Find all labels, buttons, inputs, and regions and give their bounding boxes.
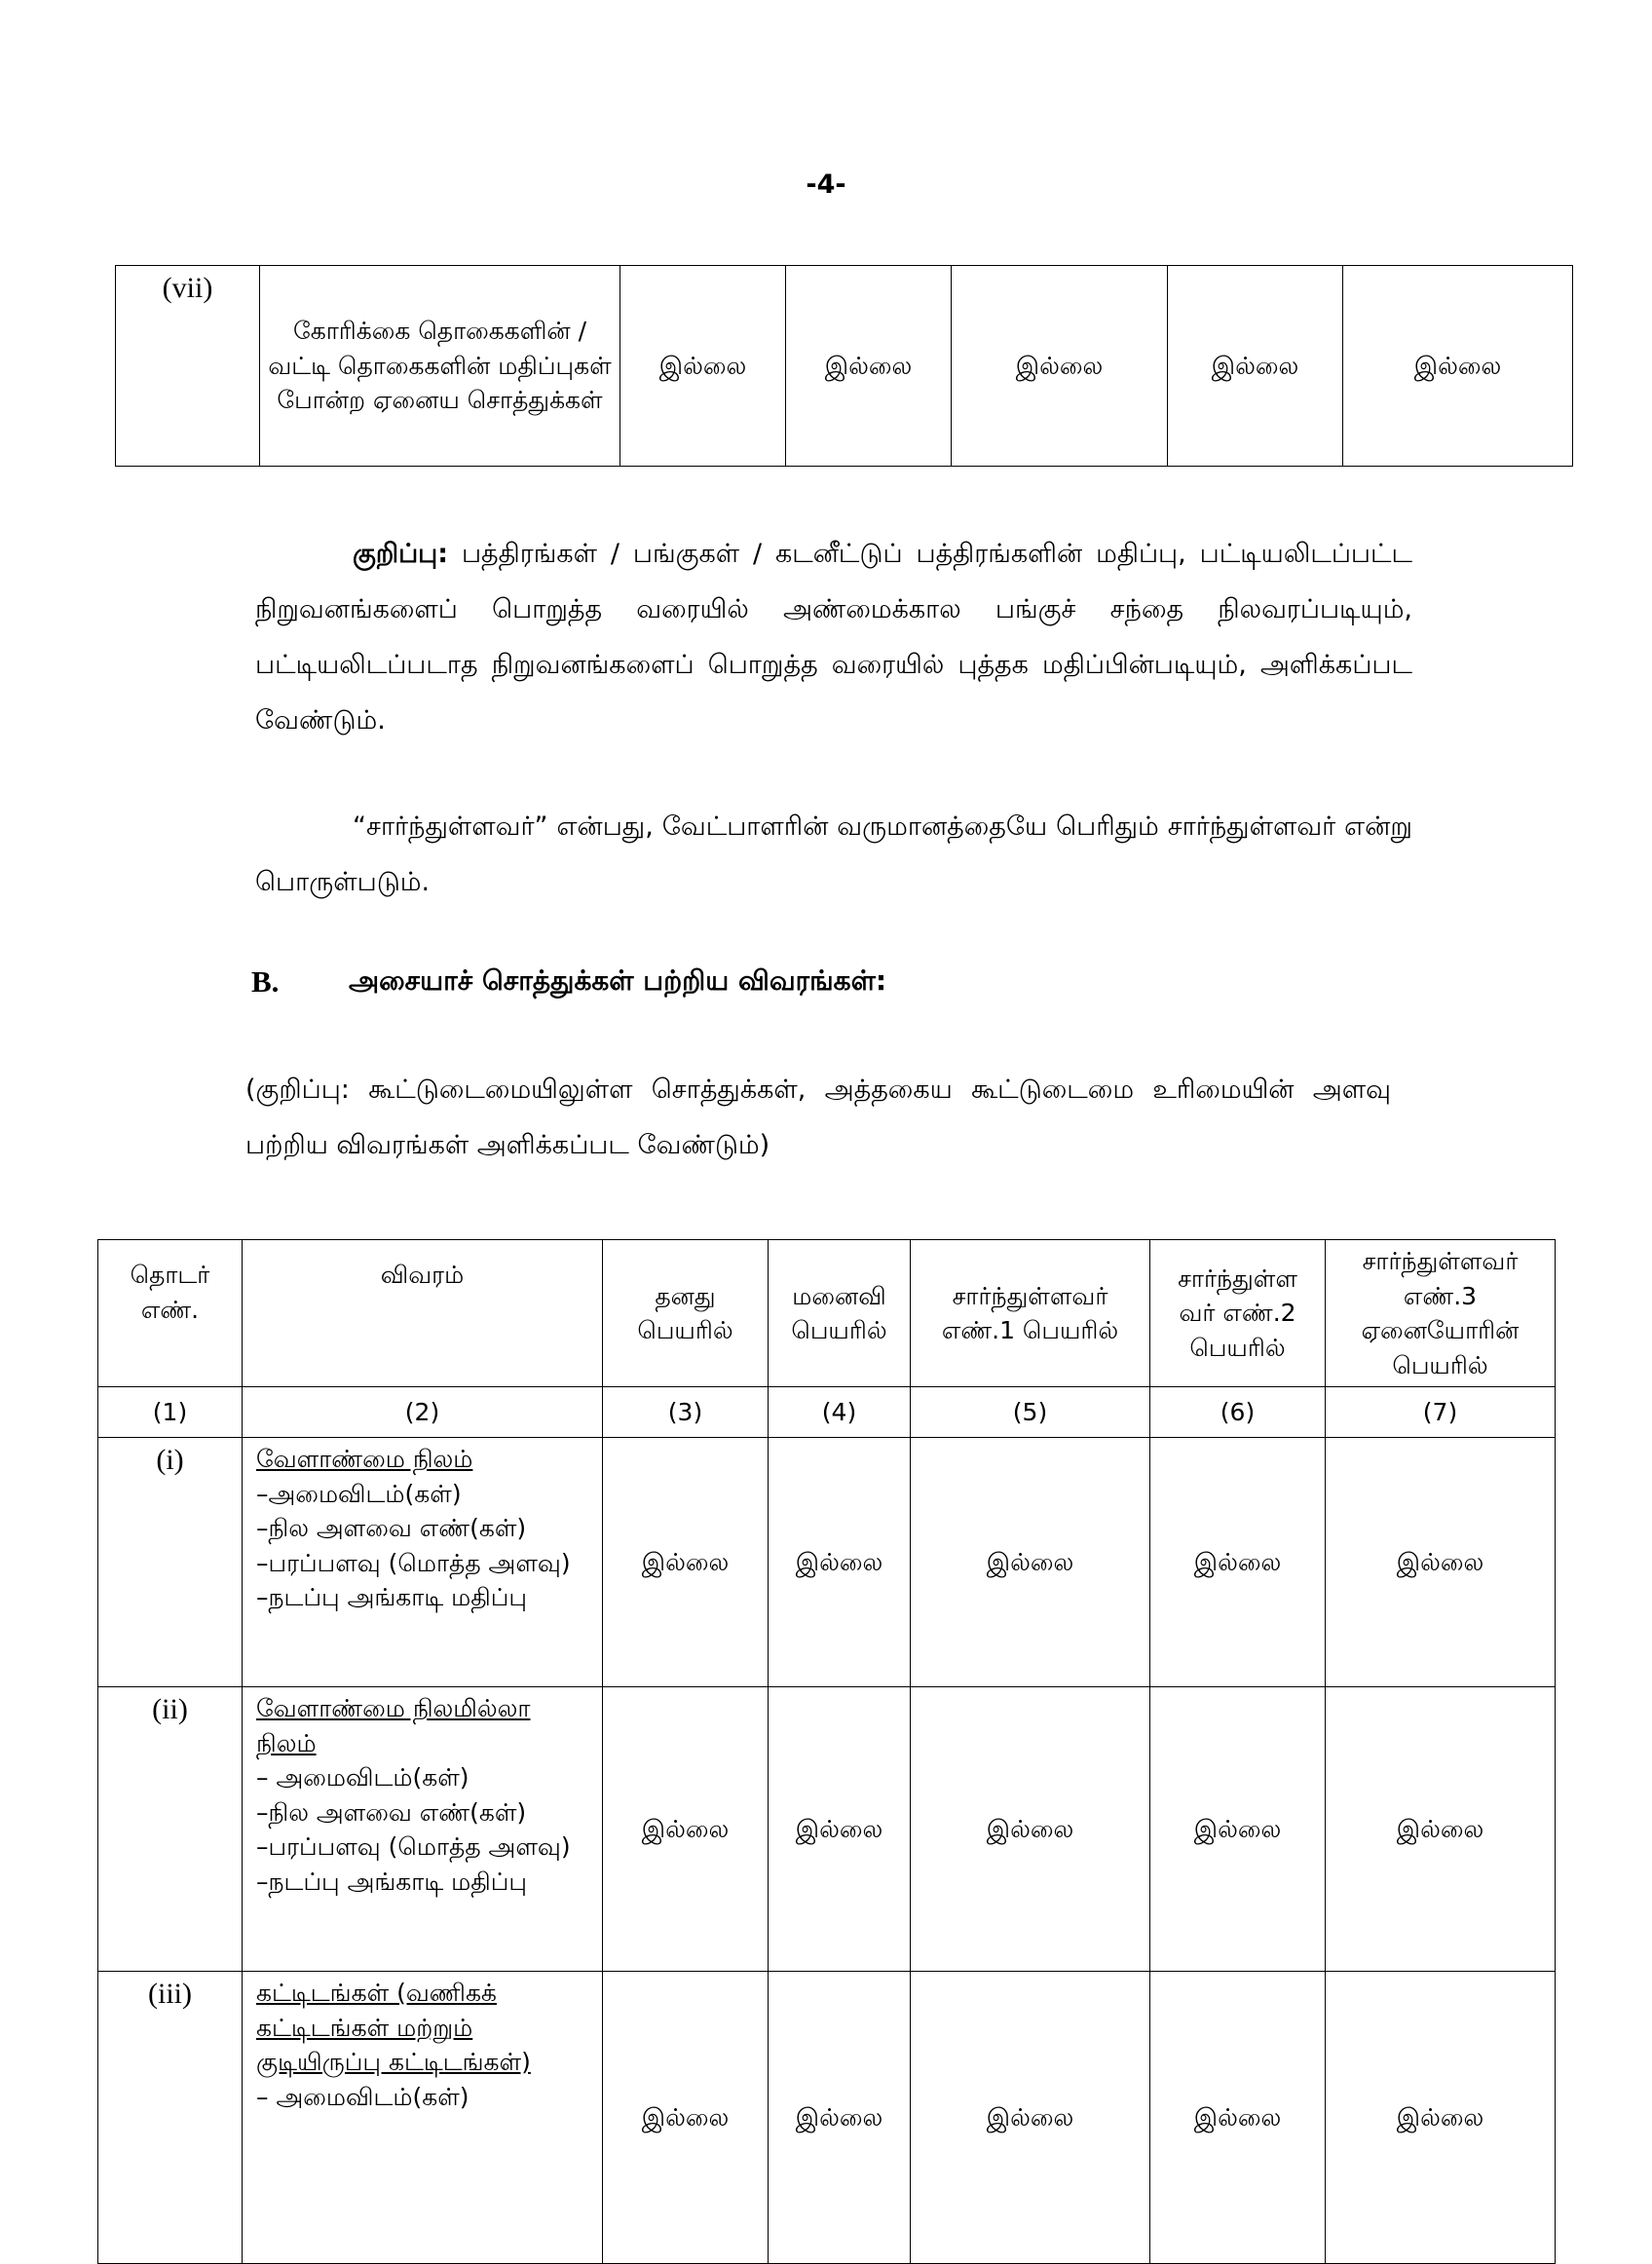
value-dependent-3: இல்லை: [1343, 266, 1573, 467]
section-b-heading: [251, 964, 887, 1000]
value-spouse: இல்லை: [786, 266, 952, 467]
value-dependent-2: இல்லை: [1168, 266, 1343, 467]
other-assets-table: [115, 265, 1573, 467]
note-paragraph-dependent: [255, 799, 1412, 910]
value-self: இல்லை: [620, 266, 786, 467]
section-label: B.: [251, 964, 280, 999]
asset-detail-line: –பரப்பளவு (மொத்த அளவு): [256, 1832, 571, 1861]
value-dependent-2: இல்லை: [1150, 1438, 1326, 1687]
table-row: [98, 1972, 1556, 2264]
column-number: (4): [769, 1387, 911, 1438]
serial-number: (vii): [116, 266, 260, 467]
asset-detail-line: –நடப்பு அங்காடி மதிப்பு: [256, 1583, 527, 1611]
value-self: இல்லை: [603, 1687, 769, 1972]
value-self: இல்லை: [603, 1438, 769, 1687]
table-row: [98, 1438, 1556, 1687]
asset-description: [243, 1972, 603, 2264]
table-row: [98, 1687, 1556, 1972]
header-description: விவரம்: [243, 1240, 603, 1387]
asset-detail-line: –நில அளவை எண்(கள்): [256, 1797, 527, 1827]
value-dependent-1: இல்லை: [952, 266, 1168, 467]
value-self: இல்லை: [603, 1972, 769, 2264]
note-paragraph-securities: [255, 526, 1412, 748]
column-number: (2): [243, 1387, 603, 1438]
column-number: (7): [1326, 1387, 1556, 1438]
column-number: (1): [98, 1387, 243, 1438]
asset-description: கோரிக்கை தொகைகளின் / வட்டி தொகைகளின் மதிப்புகள் போன்ற ஏனைய சொத்துக்கள்: [260, 266, 620, 467]
immovable-assets-table: [97, 1239, 1556, 2264]
header-dependent-3: சார்ந்துள்ளவர் எண்.3 ஏனையோரின் பெயரில்: [1326, 1240, 1556, 1387]
header-dependent-1: சார்ந்துள்ளவர் எண்.1 பெயரில்: [911, 1240, 1150, 1387]
asset-detail-line: – அமைவிடம்(கள்): [256, 1763, 469, 1792]
value-dependent-1: இல்லை: [911, 1972, 1150, 2264]
serial-number: (iii): [98, 1972, 243, 2264]
asset-title: வேளாண்மை நிலமில்லா நிலம்: [256, 1694, 531, 1757]
value-dependent-2: இல்லை: [1150, 1687, 1326, 1972]
asset-detail-line: – அமைவிடம்(கள்): [256, 2082, 469, 2111]
serial-number: (i): [98, 1438, 243, 1687]
value-spouse: இல்லை: [769, 1687, 911, 1972]
section-b-note: (குறிப்பு: கூட்டுடைமையிலுள்ள சொத்துக்கள், அத்தகைய கூட்டுடைமை உரிமையின் அளவு பற்றிய விவரங்கள் அளிக்கப்பட வேண்டும்): [245, 1075, 1391, 1160]
asset-description: [243, 1687, 603, 1972]
column-number: (3): [603, 1387, 769, 1438]
value-dependent-1: இல்லை: [911, 1438, 1150, 1687]
asset-detail-line: –பரப்பளவு (மொத்த அளவு): [256, 1548, 571, 1577]
asset-description: [243, 1438, 603, 1687]
table-row: [116, 266, 1573, 467]
column-number: (6): [1150, 1387, 1326, 1438]
header-dependent-2: சார்ந்துள்ள வர் எண்.2 பெயரில்: [1150, 1240, 1326, 1387]
header-spouse: மனைவி பெயரில்: [769, 1240, 911, 1387]
asset-detail-line: –அமைவிடம்(கள்): [256, 1479, 462, 1508]
value-spouse: இல்லை: [769, 1972, 911, 2264]
asset-detail-line: –நில அளவை எண்(கள்): [256, 1514, 527, 1542]
serial-number: (ii): [98, 1687, 243, 1972]
note-label: குறிப்பு:: [353, 539, 449, 569]
value-dependent-1: இல்லை: [911, 1687, 1150, 1972]
dependent-definition: “சார்ந்துள்ளவர்” என்பது, வேட்பாளரின் வருமானத்தையே பெரிதும் சார்ந்துள்ளவர் என்று பொருள்படும்.: [255, 811, 1412, 897]
asset-detail-line: –நடப்பு அங்காடி மதிப்பு: [256, 1867, 527, 1896]
section-title: அசையாச் சொத்துக்கள் பற்றிய விவரங்கள்:: [349, 964, 887, 997]
table-header-row: [98, 1240, 1556, 1387]
note-text: பத்திரங்கள் / பங்குகள் / கடனீட்டுப் பத்திரங்களின் மதிப்பு, பட்டியலிடப்பட்ட நிறுவனங்களைப் பொறுத்த வரையில் அண்மைக்கால பங்குச் சந்தை நிலவரப்படியும், பட்டியலிடப்படாத நிறுவனங்களைப் பொறுத்த வரையில் புத்தக மதிப்பின்படியும், அளிக்கப்பட வேண்டும்.: [255, 539, 1412, 736]
page-number: -4-: [806, 170, 846, 200]
value-dependent-3: இல்லை: [1326, 1972, 1556, 2264]
value-dependent-3: இல்லை: [1326, 1687, 1556, 1972]
column-number: (5): [911, 1387, 1150, 1438]
value-dependent-3: இல்லை: [1326, 1438, 1556, 1687]
column-number-row: [98, 1387, 1556, 1438]
asset-title: வேளாண்மை நிலம்: [256, 1445, 473, 1473]
header-serial: தொடர் எண்.: [98, 1240, 243, 1387]
value-spouse: இல்லை: [769, 1438, 911, 1687]
value-dependent-2: இல்லை: [1150, 1972, 1326, 2264]
header-self: தனது பெயரில்: [603, 1240, 769, 1387]
asset-title: கட்டிடங்கள் (வணிகக் கட்டிடங்கள் மற்றும் குடியிருப்பு கட்டிடங்கள்): [256, 1979, 531, 2076]
